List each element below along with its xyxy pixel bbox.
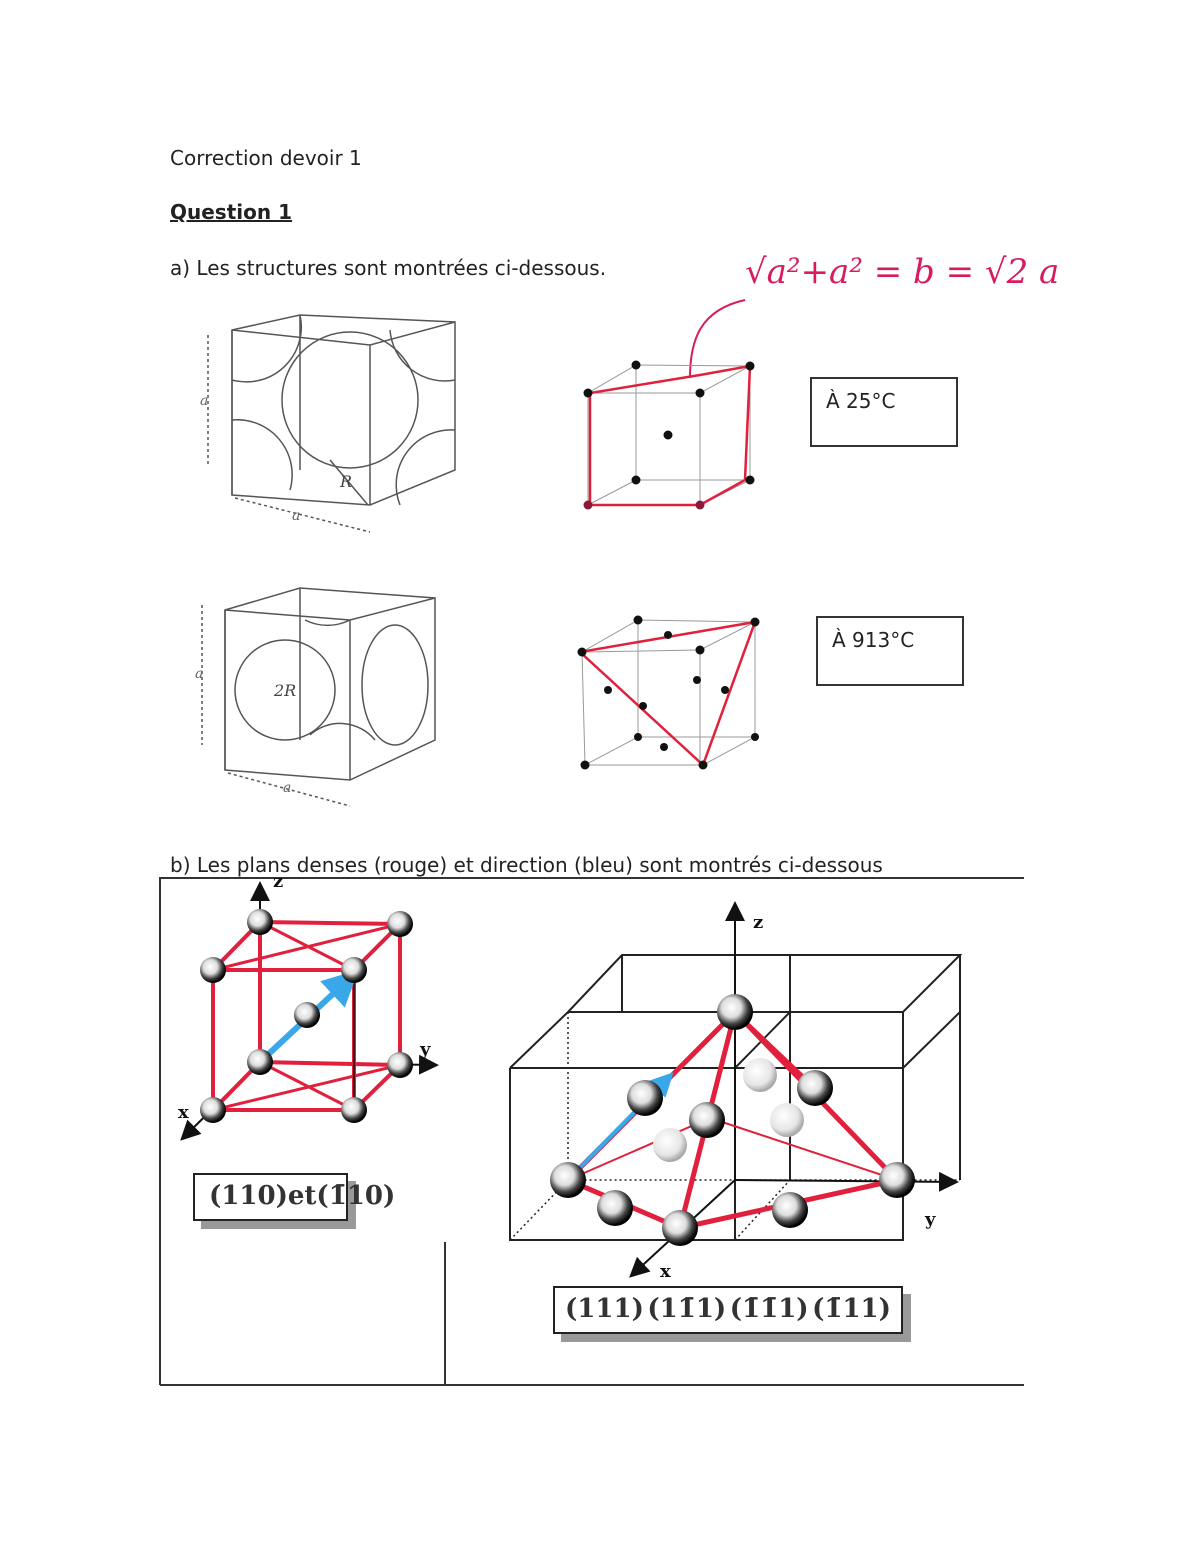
miller-fcc-2: (11̄1) xyxy=(647,1294,727,1324)
bcc-axis-x: x xyxy=(178,1102,189,1123)
edge-label-bcc-h: a xyxy=(292,508,301,524)
radius-label: R xyxy=(340,472,353,491)
edge-label-fcc-v: a xyxy=(195,666,204,682)
document-title: Correction devoir 1 xyxy=(170,146,362,170)
handwritten-note: √a²+a² = b = √2 a xyxy=(745,252,1060,292)
edge-label-fcc-h: a xyxy=(283,780,292,796)
miller-fcc-1: (111) xyxy=(565,1294,644,1324)
bcc-axis-z: z xyxy=(273,871,284,892)
edge-label-bcc-v: a xyxy=(200,393,209,409)
miller-box-fcc xyxy=(553,1286,903,1334)
question-heading: Question 1 xyxy=(170,200,292,224)
fcc-axis-x: x xyxy=(660,1261,671,1282)
miller-bcc-text: (110)et(1̄10) xyxy=(209,1181,396,1211)
miller-fcc-4: (1̄11) xyxy=(812,1294,891,1324)
diameter-label: 2R xyxy=(274,681,297,700)
fcc-axis-z: z xyxy=(753,912,764,933)
bcc-plane-cube xyxy=(178,871,435,1138)
temperature-box-bcc: À 25°C xyxy=(810,377,958,447)
miller-box-bcc xyxy=(193,1173,396,1221)
part-b-text: b) Les plans denses (rouge) et direction (bleu) sont montrés ci-dessous xyxy=(170,853,883,877)
bcc-axis-y: y xyxy=(420,1039,431,1060)
fcc-axis-y: y xyxy=(925,1209,936,1230)
temperature-box-fcc: À 913°C xyxy=(816,616,964,686)
miller-fcc-3: (1̄1̄1) xyxy=(729,1294,809,1324)
part-a-text: a) Les structures sont montrées ci-dessous. xyxy=(170,256,607,280)
